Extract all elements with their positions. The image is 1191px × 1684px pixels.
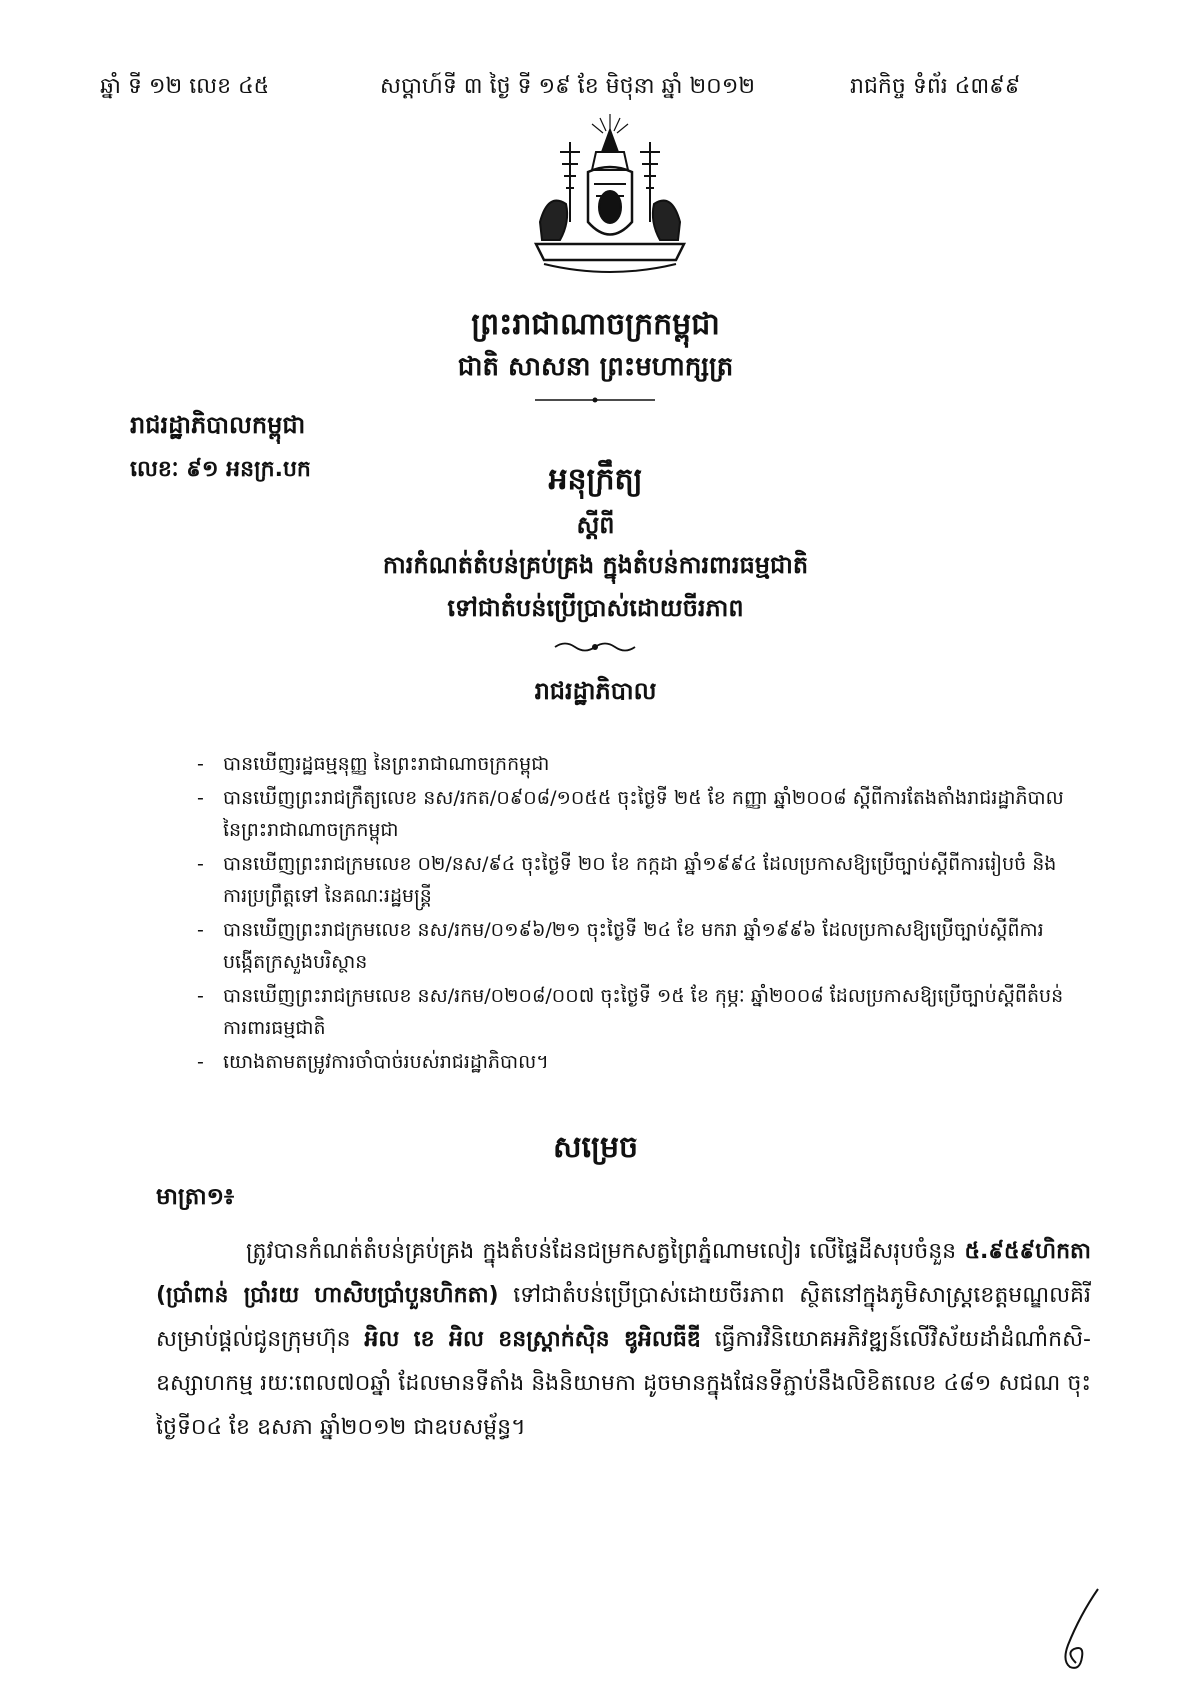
title-line-2: ទៅជាតំបន់ប្រើប្រាស់ដោយចីរភាព bbox=[447, 594, 744, 622]
gazette-page: រាជកិច្ច ទំព័រ ៤៣៩៩ bbox=[850, 74, 1021, 99]
gazette-issue: ឆ្នាំ ទី ១២ លេខ ៤៥ bbox=[100, 74, 270, 99]
consideration-item: - បានឃើញរដ្ឋធម្មនុញ្ញ នៃព្រះរាជាណាចក្រកម្ពុជា bbox=[197, 753, 550, 775]
title-on: ស្តីពី bbox=[576, 511, 615, 539]
national-motto: ជាតិ សាសនា ព្រះមហាក្សត្រ bbox=[457, 352, 734, 382]
title-line-1: ការកំណត់តំបន់គ្រប់គ្រង ក្នុងតំបន់ការពារធម្មជាតិ bbox=[382, 551, 809, 579]
signature-initial-icon bbox=[1040, 1585, 1110, 1675]
royal-emblem-icon bbox=[530, 112, 690, 282]
kingdom-name: ព្រះរាជាណាចក្រកម្ពុជា bbox=[471, 307, 720, 342]
ornament-divider-icon bbox=[553, 640, 637, 654]
government-heading: រាជរដ្ឋាភិបាល bbox=[534, 677, 657, 705]
gazette-date: សប្តាហ៍ទី ៣ ថ្ងៃ ទី ១៩ ខែ មិថុនា ឆ្នាំ ២០១២ bbox=[380, 74, 755, 99]
article-1-body: ត្រូវបានកំណត់តំបន់គ្រប់គ្រង ក្នុងតំបន់ដែនជម្រកសត្វព្រៃភ្នំណាមលៀរ លើផ្ទៃដីសរុបចំនួន ៥.៩៥៩ហិកតា (ប្រាំពាន់ ប្រាំរយ ហាសិបប្រាំបួនហិកតា) ទៅជាតំបន់ប្រើប្រាស់ដោយចីរភាព ស្ថិតនៅក្នុងភូមិសាស្ត្រខេត្តមណ្ឌលគិរី សម្រាប់ផ្តល់ជូនក្រុមហ៊ុន អិល ខេ អិល ខនស្ត្រាក់ស៊ិន ឌូអិលធីឌី ធ្វើការវិនិយោគអភិវឌ្ឍន៍លើវិស័យដាំដំណាំកសិ-ឧស្សាហកម្ម រយៈពេល៧០ឆ្នាំ ដែលមានទីតាំង និងនិយាមកា ដូចមានក្នុងផែនទីភ្ជាប់នឹងលិខិតលេខ ៤៨១ សជណ ចុះថ្ងៃទី០៤ ខែ ឧសភា ឆ្នាំ២០១២ ជាឧបសម្ព័ន្ធ។ bbox=[156, 1239, 1092, 1440]
article-1-heading: មាត្រា១៖ bbox=[156, 1184, 235, 1210]
document-type: អនុក្រឹត្យ bbox=[548, 462, 643, 497]
issuer-name: រាជរដ្ឋាភិបាលកម្ពុជា bbox=[130, 411, 306, 439]
motto-divider bbox=[535, 396, 655, 404]
document-number: លេខៈ ៩១ អនក្រ.បក bbox=[130, 457, 311, 482]
consideration-item: - បានឃើញព្រះរាជក្រឹត្យលេខ នស/រកត/០៩០៨/១០៥៥ ចុះថ្ងៃទី ២៥ ខែ កញ្ញា ឆ្នាំ២០០៨ ស្តីពីការតែងតាំងរាជរដ្ឋាភិបាល នៃព្រះរាជាណាចក្រកម្ពុជា bbox=[197, 787, 1064, 841]
considerations-list bbox=[197, 748, 1077, 1080]
consideration-item: - បានឃើញព្រះរាជក្រមលេខ ០២/នស/៩៤ ចុះថ្ងៃទី ២០ ខែ កក្កដា ឆ្នាំ១៩៩៤ ដែលប្រកាសឱ្យប្រើច្បាប់ស្តីពីការរៀបចំ និងការប្រព្រឹត្តទៅ នៃគណៈរដ្ឋមន្ត្រី bbox=[197, 853, 1057, 907]
decision-heading: សម្រេច bbox=[552, 1130, 639, 1165]
consideration-item: - បានឃើញព្រះរាជក្រមលេខ នស/រកម/០២០៨/០០៧ ចុះថ្ងៃទី ១៥ ខែ កុម្ភៈ ឆ្នាំ២០០៨ ដែលប្រកាសឱ្យប្រើច្បាប់ស្តីពីតំបន់ការពារធម្មជាតិ bbox=[197, 985, 1064, 1039]
consideration-item: - បានឃើញព្រះរាជក្រមលេខ នស/រកម/០១៩៦/២១ ចុះថ្ងៃទី ២៤ ខែ មករា ឆ្នាំ១៩៩៦ ដែលប្រកាសឱ្យប្រើច្បាប់ស្តីពីការបង្កើតក្រសួងបរិស្ថាន bbox=[197, 919, 1044, 973]
consideration-item: - យោងតាមតម្រូវការចាំបាច់របស់រាជរដ្ឋាភិបាល។ bbox=[197, 1051, 549, 1073]
